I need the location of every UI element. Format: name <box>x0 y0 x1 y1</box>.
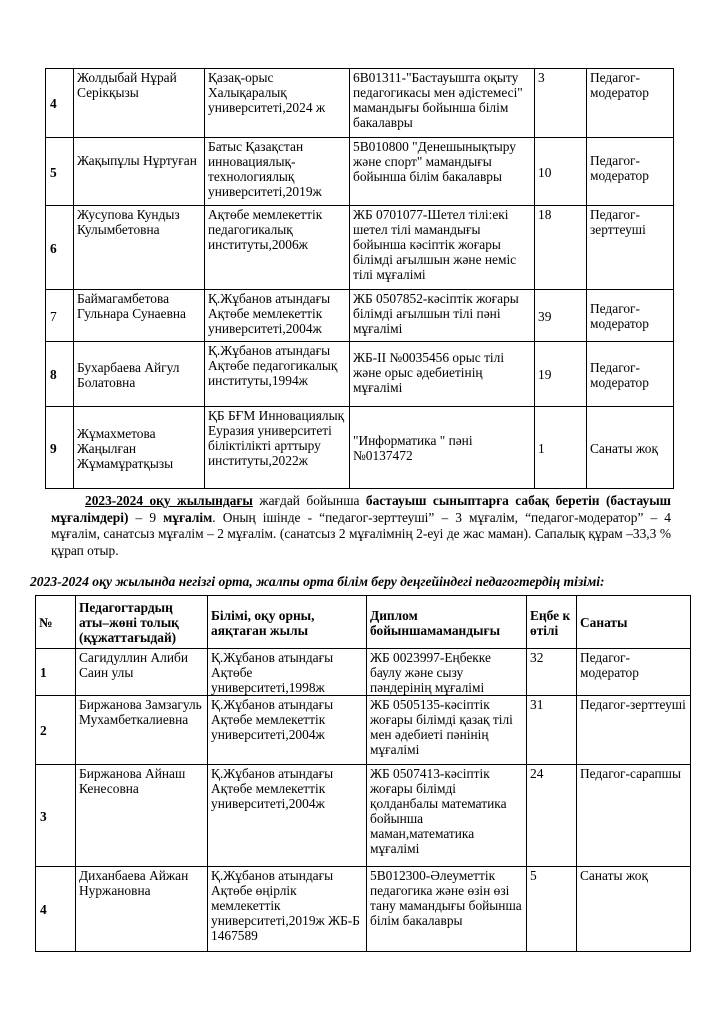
category: Санаты жоқ <box>587 407 674 489</box>
experience: 32 <box>527 649 577 696</box>
diploma: ЖБ 0507852-кәсіптік жоғары білімді ағылшын тілі пәні мұғалімі <box>350 290 535 342</box>
diploma: ЖБ 0023997-Еңбекке баулу және сызу пәндерінің мұғалімі <box>367 649 527 696</box>
teachers-table-secondary <box>35 595 691 952</box>
teacher-name: Сагидуллин Алиби Саин улы <box>76 649 208 696</box>
experience: 5 <box>527 867 577 952</box>
teacher-name: Жолдыбай Нұрай Серікқызы <box>74 69 205 138</box>
teacher-name: Жақыпұлы Нұртуған <box>74 138 205 206</box>
row-number: 3 <box>36 765 76 867</box>
experience: 24 <box>527 765 577 867</box>
education: Қ.Жұбанов атындағы Ақтөбе университеті,1998ж <box>208 649 367 696</box>
education: Ақтөбе мемлекеттік педагогикалық институты,2006ж <box>205 206 350 290</box>
row-number: 6 <box>46 206 74 290</box>
header-diploma: Диплом бойыншамамандығы <box>367 596 527 649</box>
table-row <box>46 290 674 342</box>
table-header-row <box>36 596 691 649</box>
education: Батыс Қазақстан инновациялық-технологиялық университеті,2019ж <box>205 138 350 206</box>
education: Қ.Жұбанов атындағы Ақтөбе мемлекеттік университеті,2004ж <box>205 290 350 342</box>
category: Санаты жоқ <box>577 867 691 952</box>
row-number: 2 <box>36 696 76 765</box>
experience: 31 <box>527 696 577 765</box>
table-row <box>46 206 674 290</box>
category: Педагог-зерттеуші <box>577 696 691 765</box>
summary-bold: мұғалім <box>163 509 213 525</box>
diploma: ЖБ 0505135-кәсіптік жоғары білімді қазақ тілі мен әдебиеті пәнінің мұғалімі <box>367 696 527 765</box>
category: Педагог-сарапшы <box>577 765 691 867</box>
experience: 39 <box>535 290 587 342</box>
table2-title: 2023-2024 оқу жылында негізгі орта, жалпы орта білім беру деңгейіндегі педагогтердің тізімі: <box>30 574 605 589</box>
header-name: Педагогтардың аты–жөні толық (құжаттағыдай) <box>76 596 208 649</box>
table-row <box>36 765 691 867</box>
teacher-name: Баймагамбетова Гульнара Сунаевна <box>74 290 205 342</box>
diploma: "Информатика " пәні №0137472 <box>350 407 535 489</box>
education: Қ.Жұбанов атындағы Ақтөбе педагогикалық институты,1994ж <box>205 342 350 407</box>
row-number: 7 <box>46 290 74 342</box>
table-row <box>46 407 674 489</box>
header-experience: Еңбе к өтілі <box>527 596 577 649</box>
education: ҚБ БҒМ Инновациялық Еуразия университеті біліктілікті арттыру институты,2022ж <box>205 407 350 489</box>
education: Қ.Жұбанов атындағы Ақтөбе мемлекеттік университеті,2004ж <box>208 765 367 867</box>
category: Педагог-модератор <box>587 69 674 138</box>
teacher-name: Жұмахметова Жаңылған Жұмамұратқызы <box>74 407 205 489</box>
experience: 3 <box>535 69 587 138</box>
teacher-name: Биржанова Айнаш Кенесовна <box>76 765 208 867</box>
teacher-name: Диханбаева Айжан Нуржановна <box>76 867 208 952</box>
diploma: 5В010800 "Денешынықтыру және спорт" мамандығы бойынша білім бакалавры <box>350 138 535 206</box>
diploma: ЖБ 0701077-Шетел тілі:екі шетел тілі мамандығы бойынша кәсіптік жоғары білімді ағылшын және неміс тілі мұғалімі <box>350 206 535 290</box>
category: Педагог-модератор <box>577 649 691 696</box>
experience: 18 <box>535 206 587 290</box>
table-row <box>46 69 674 138</box>
table-row <box>46 138 674 206</box>
table-row <box>36 696 691 765</box>
summary-paragraph <box>51 493 671 559</box>
experience: 10 <box>535 138 587 206</box>
row-number: 4 <box>46 69 74 138</box>
category: Педагог-модератор <box>587 290 674 342</box>
row-number: 9 <box>46 407 74 489</box>
diploma: 6В01311-"Бастауышта оқыту педагогикасы мен әдістемесі" мамандығы бойынша білім бакалавры <box>350 69 535 138</box>
summary-text: . Оның ішінде - “педагог-зерттеуші” – 3 мұғалім, “педагог-модератор” – 4 мұғалім, санатсыз мұғалім – 2 мұғалім. (санатсыз 2 мұғалімнің 2-еуі де жас маман). Сапалық құрам –33,3 % құрап отыр. <box>51 509 672 558</box>
row-number: 4 <box>36 867 76 952</box>
summary-text: жағдай бойынша <box>252 493 366 508</box>
diploma: ЖБ 0507413-кәсіптік жоғары білімді қолданбалы математика бойынша маман,математика мұғалімі <box>367 765 527 867</box>
header-num: № <box>36 596 76 649</box>
header-education: Білімі, оқу орны, аяқтаған жылы <box>208 596 367 649</box>
education: Қазақ-орыс Халықаралық университеті,2024 ж <box>205 69 350 138</box>
education: Қ.Жұбанов атындағы Ақтөбе мемлекеттік университеті,2004ж <box>208 696 367 765</box>
diploma: 5В012300-Әлеуметтік педагогика және өзін өзі тану мамандығы бойынша білім бакалавры <box>367 867 527 952</box>
category: Педагог-модератор <box>587 342 674 407</box>
table-row <box>46 342 674 407</box>
row-number: 1 <box>36 649 76 696</box>
teachers-table-primary <box>45 68 674 489</box>
teacher-name: Жусупова Кундыз Кулымбетовна <box>74 206 205 290</box>
table-row <box>36 867 691 952</box>
row-number: 8 <box>46 342 74 407</box>
education: Қ.Жұбанов атындағы Ақтөбе өңірлік мемлекеттік университеті,2019ж ЖБ-Б 1467589 <box>208 867 367 952</box>
category: Педагог-модератор <box>587 138 674 206</box>
summary-text: – 9 <box>128 509 164 525</box>
summary-year: 2023-2024 оқу жылындағы <box>85 493 253 508</box>
teacher-name: Биржанова Замзагуль Мухамбеткалиевна <box>76 696 208 765</box>
teacher-name: Бухарбаева Айгул Болатовна <box>74 342 205 407</box>
header-category: Санаты <box>577 596 691 649</box>
experience: 1 <box>535 407 587 489</box>
experience: 19 <box>535 342 587 407</box>
summary-bold: бастауыш сыныптарға сабақ беретін (бастауыш мұғалімдері) <box>51 493 671 525</box>
row-number: 5 <box>46 138 74 206</box>
table-row <box>36 649 691 696</box>
category: Педагог-зерттеуші <box>587 206 674 290</box>
diploma: ЖБ-ІІ №0035456 орыс тілі және орыс әдебиетінің мұғалімі <box>350 342 535 407</box>
